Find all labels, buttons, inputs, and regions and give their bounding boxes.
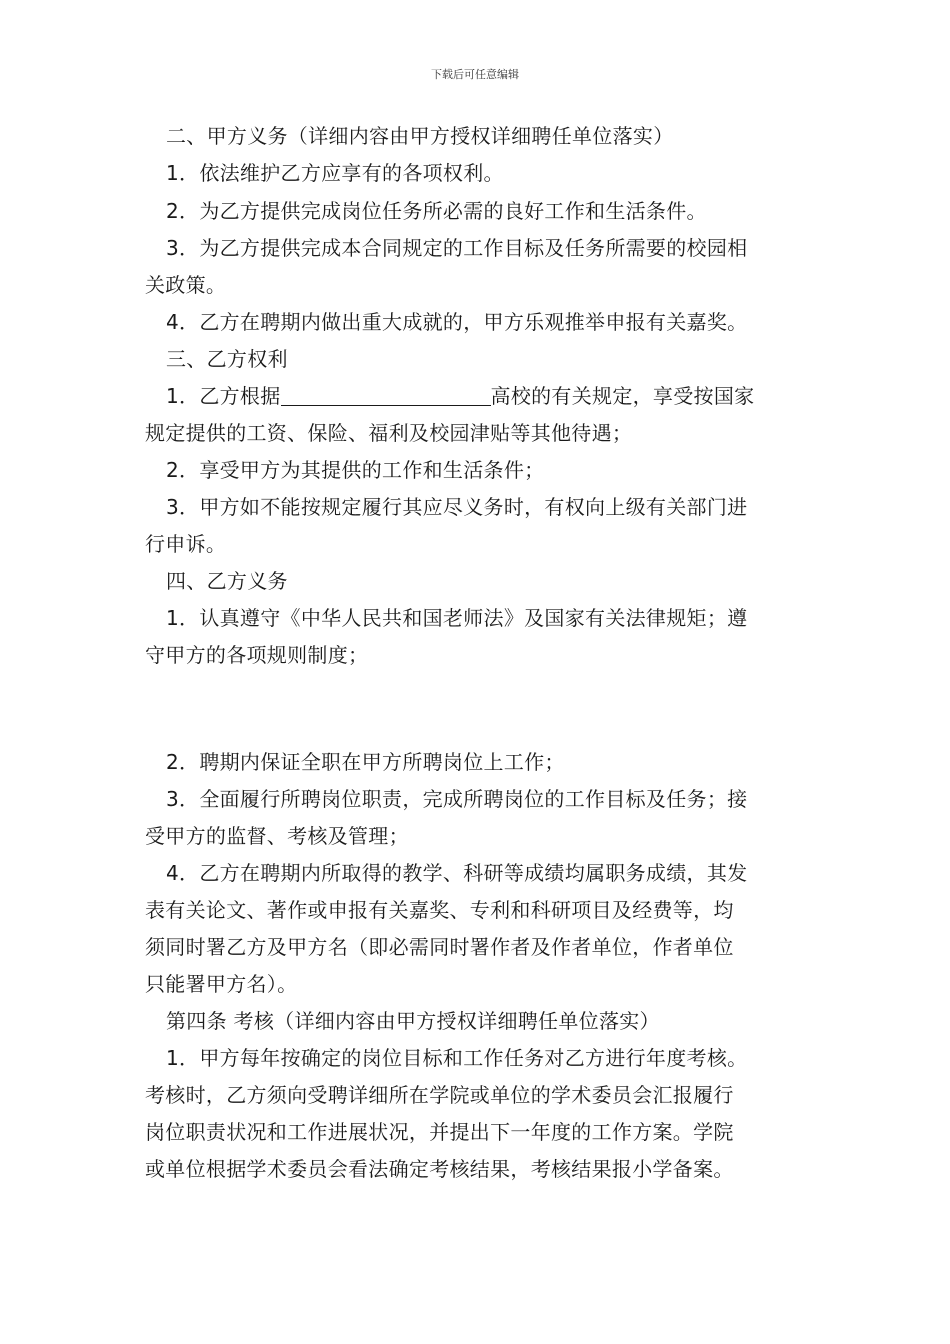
paragraph-line: 1．甲方每年按确定的岗位目标和工作任务对乙方进行年度考核。 — [166, 1046, 748, 1070]
paragraph-line: 2．享受甲方为其提供的工作和生活条件； — [166, 458, 545, 482]
paragraph-line: 或单位根据学术委员会看法确定考核结果，考核结果报小学备案。 — [145, 1157, 734, 1181]
paragraph-line: 2．为乙方提供完成岗位任务所必需的良好工作和生活条件。 — [166, 199, 707, 223]
paragraph-line: 3．为乙方提供完成本合同规定的工作目标及任务所需要的校园相 — [166, 236, 748, 260]
paragraph-line: 须同时署乙方及甲方名（即必需同时署作者及作者单位，作者单位 — [145, 935, 734, 959]
fill-in-suffix: 高校的有关规定，享受按国家 — [490, 384, 755, 408]
paragraph-line: 4．乙方在聘期内做出重大成就的，甲方乐观推举申报有关嘉奖。 — [166, 310, 748, 334]
paragraph-line: 3．甲方如不能按规定履行其应尽义务时，有权向上级有关部门进 — [166, 495, 748, 519]
paragraph-line: 行申诉。 — [145, 532, 227, 556]
section-heading: 三、乙方权利 — [166, 347, 288, 371]
paragraph-line: 3．全面履行所聘岗位职责，完成所聘岗位的工作目标及任务；接 — [166, 787, 748, 811]
paragraph-line: 只能署甲方名）。 — [145, 972, 298, 996]
paragraph-line: 守甲方的各项规则制度； — [145, 643, 369, 667]
section-heading: 二、甲方义务（详细内容由甲方授权详细聘任单位落实） — [166, 124, 674, 148]
paragraph-line: 考核时，乙方须向受聘详细所在学院或单位的学术委员会汇报履行 — [145, 1083, 734, 1107]
paragraph-line: 表有关论文、著作或申报有关嘉奖、专利和科研项目及经费等，均 — [145, 898, 734, 922]
page-header: 下载后可任意编辑 — [431, 68, 519, 81]
paragraph-line: 规定提供的工资、保险、福利及校园津贴等其他待遇； — [145, 421, 633, 445]
paragraph-line: 1．认真遵守《中华人民共和国老师法》及国家有关法律规矩；遵 — [166, 606, 748, 630]
paragraph-line: 受甲方的监督、考核及管理； — [145, 824, 409, 848]
paragraph-line: 关政策。 — [145, 273, 227, 297]
fill-in-prefix: 1．乙方根据 — [166, 384, 281, 408]
section-heading: 四、乙方义务 — [166, 569, 288, 593]
paragraph-line: 岗位职责状况和工作进展状况，并提出下一年度的工作方案。学院 — [145, 1120, 734, 1144]
paragraph-line: 1．依法维护乙方应享有的各项权利。 — [166, 161, 504, 185]
section-heading: 第四条 考核（详细内容由甲方授权详细聘任单位落实） — [166, 1009, 660, 1033]
paragraph-line: 2．聘期内保证全职在甲方所聘岗位上工作； — [166, 750, 565, 774]
fill-in-blank — [281, 385, 491, 406]
paragraph-line: 4．乙方在聘期内所取得的教学、科研等成绩均属职务成绩，其发 — [166, 861, 748, 885]
fill-in-line — [166, 384, 846, 408]
